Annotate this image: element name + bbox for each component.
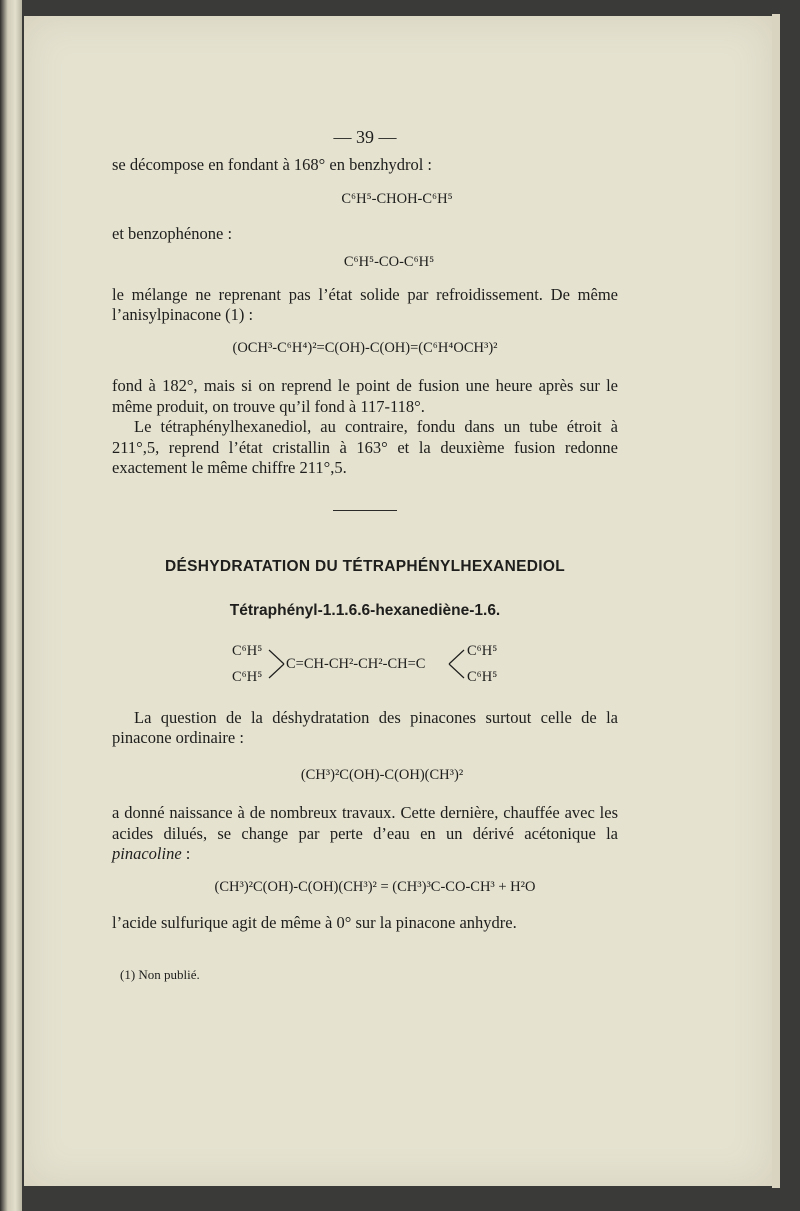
formula-benzophenone: C⁶H⁵-CO-C⁶H⁵ (343, 254, 435, 270)
paragraph-1: se décompose en fondant à 168° en benzhydrol : (112, 154, 433, 174)
structure-right-bottom: C⁶H⁵ (467, 668, 498, 685)
paragraph-2: et benzophénone : (112, 223, 233, 243)
paragraph-7-text: a donné naissance à de nombreux travaux. Cette dernière, chauffée avec les acides dilués, se change par perte d’eau en un dérivé acétonique la (112, 803, 618, 843)
structure-left-bottom: C⁶H⁵ (232, 668, 263, 685)
formula-pinacoline: (CH³)²C(OH)-C(OH)(CH³)² = (CH³)³C-CO-CH³ + H²O (214, 878, 536, 895)
page-edge (772, 14, 780, 1188)
structure-chain: C=CH-CH²-CH²-CH=C (286, 655, 426, 672)
section-heading: DÉSHYDRATATION DU TÉTRAPHÉNYLHEXANEDIOL (164, 557, 566, 575)
structure-right-top: C⁶H⁵ (467, 642, 498, 659)
pinacoline-term: pinacoline (112, 844, 182, 863)
book-gutter (0, 0, 22, 1211)
paragraph-8: l’acide sulfurique agit de même à 0° sur la pinacone anhydre. (112, 913, 517, 932)
page-number: — 39 — (333, 127, 397, 147)
formula-benzhydrol: C⁶H⁵-CHOH-C⁶H⁵ (341, 191, 453, 207)
page-content (112, 127, 618, 985)
paragraph-4: fond à 182°, mais si on reprend le point de fusion une heure après sur le même produit, on trouve qu’il fond à 117-118°. (112, 376, 618, 416)
structure-left-top: C⁶H⁵ (232, 642, 263, 659)
paragraph-7-end: : (181, 844, 191, 863)
compound-subheading: Tétraphényl-1.1.6.6-hexanediène-1.6. (229, 602, 501, 619)
paragraph-7 (112, 803, 618, 865)
formula-anisylpinacone: (OCH³-C⁶H⁴)²=C(OH)-C(OH)=(C⁶H⁴OCH³)² (232, 339, 498, 356)
structural-formula (112, 638, 618, 688)
footnote: (1) Non publié. (120, 966, 200, 982)
section-divider (333, 510, 397, 511)
paragraph-5: Le tétraphénylhexanediol, au contraire, fondu dans un tube étroit à 211°,5, reprend l’état cristallin à 163° et la deuxième fusion redonne exactement le même chiffre 211°,5. (112, 417, 618, 477)
formula-pinacone: (CH³)²C(OH)-C(OH)(CH³)² (300, 766, 464, 783)
paragraph-6: La question de la déshydratation des pinacones surtout celle de la pinacone ordinaire : (112, 707, 618, 747)
paragraph-3: le mélange ne reprenant pas l’état solide par refroidissement. De même l’anisylpinacone (1) : (112, 284, 618, 324)
